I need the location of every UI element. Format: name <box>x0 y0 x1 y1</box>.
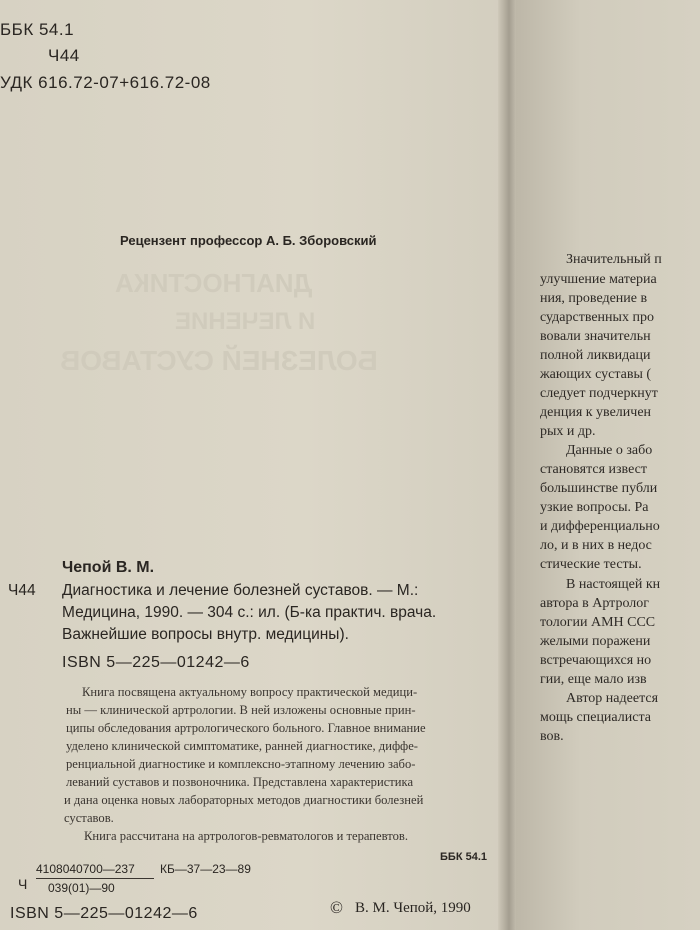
audience-line: Книга рассчитана на артрологов-ревматологов и терапевтов. <box>84 829 408 843</box>
annotation-line: суставов. <box>64 811 114 825</box>
annotation-line: ципы обследования артрологического больного. Главное внимание <box>66 721 426 735</box>
right-page-line: узкие вопросы. Ра <box>540 500 649 515</box>
right-page <box>516 0 700 930</box>
isbn-bottom: ISBN 5—225—01242—6 <box>10 905 198 922</box>
show-through-text: БОЛЕЗНЕЙ СУСТАВОВ <box>60 345 378 376</box>
copyright-icon: © <box>330 898 343 917</box>
bibliography-line: Диагностика и лечение болезней суставов. — М.: <box>62 582 419 599</box>
annotation-line: ренциальной диагностике и комплексно-этапному лечению забо- <box>66 757 416 771</box>
right-page-line: тологии АМН ССС <box>540 615 656 630</box>
right-page-line: сударственных про <box>540 310 654 325</box>
right-page-line: полной ликвидаци <box>540 348 651 363</box>
annotation-line: Книга посвящена актуальному вопросу практической медици- <box>82 685 418 699</box>
annotation-line: уделено клинической симптоматике, ранней диагностике, диффе- <box>66 739 418 753</box>
right-page-line: улучшение материа <box>540 272 657 287</box>
right-page-line: вов. <box>540 729 564 744</box>
bibliography-line: Важнейшие вопросы внутр. медицины). <box>62 626 349 643</box>
book-gutter <box>498 0 518 930</box>
right-page-line: стические тесты. <box>540 557 642 572</box>
show-through-text: ДИАГНОСТИКА <box>115 268 313 298</box>
udk-code: УДК 616.72-07+616.72-08 <box>0 73 211 92</box>
right-page-line: Автор надеется <box>566 691 659 706</box>
code-kb: КБ—37—23—89 <box>160 862 251 876</box>
right-page-line: вовали значительн <box>540 329 651 344</box>
isbn-top: ISBN 5—225—01242—6 <box>62 654 250 671</box>
annotation-line: и дана оценка новых лабораторных методов диагностики болезней <box>64 793 424 807</box>
right-page-line: желыми поражени <box>540 634 651 649</box>
right-page-line: большинстве публи <box>540 481 658 496</box>
right-page-line: гии, еще мало изв <box>540 672 647 687</box>
right-page-line: В настоящей кн <box>566 577 661 592</box>
right-page-line: автора в Артролог <box>540 596 649 611</box>
right-page-line: Данные о забо <box>566 443 653 458</box>
annotation-line: леваний суставов и позвоночника. Представлена характеристика <box>66 775 414 789</box>
bibliography-line: Медицина, 1990. — 304 с.: ил. (Б-ка практич. врача. <box>62 604 437 621</box>
reviewer-line: Рецензент профессор А. Б. Зборовский <box>120 233 377 248</box>
index-code: Ч44 <box>8 582 36 599</box>
right-page-line: следует подчеркнут <box>540 386 658 401</box>
right-page-line: и дифференциально <box>540 519 660 534</box>
right-page-line: денция к увеличен <box>540 405 652 420</box>
catalog-index: Ч44 <box>48 46 80 65</box>
bbk-code: ББК 54.1 <box>0 20 75 39</box>
annotation-line: ны — клинической артрологии. В ней изложены основные прин- <box>66 703 416 717</box>
code-denominator: 039(01)—90 <box>48 881 115 895</box>
right-page-line: ло, и в них в недос <box>540 538 652 553</box>
right-page-line: Значительный п <box>566 252 662 267</box>
right-page-line: встречающихся но <box>540 653 652 668</box>
code-letter: Ч <box>18 876 28 892</box>
author-name: Чепой В. М. <box>62 559 155 576</box>
code-numerator: 4108040700—237 <box>36 862 135 876</box>
bbk-bottom: ББК 54.1 <box>440 851 487 863</box>
right-page-line: становятся извест <box>540 462 647 477</box>
right-page-line: мощь специалиста <box>540 710 651 725</box>
fraction-line <box>36 878 154 879</box>
show-through-text: И ЛЕЧЕНИЕ <box>175 308 316 335</box>
right-page-line: жающих суставы ( <box>540 367 652 382</box>
right-page-line: ния, проведение в <box>540 291 648 306</box>
right-page-line: рых и др. <box>540 424 596 439</box>
copyright-text: В. М. Чепой, 1990 <box>355 900 471 916</box>
